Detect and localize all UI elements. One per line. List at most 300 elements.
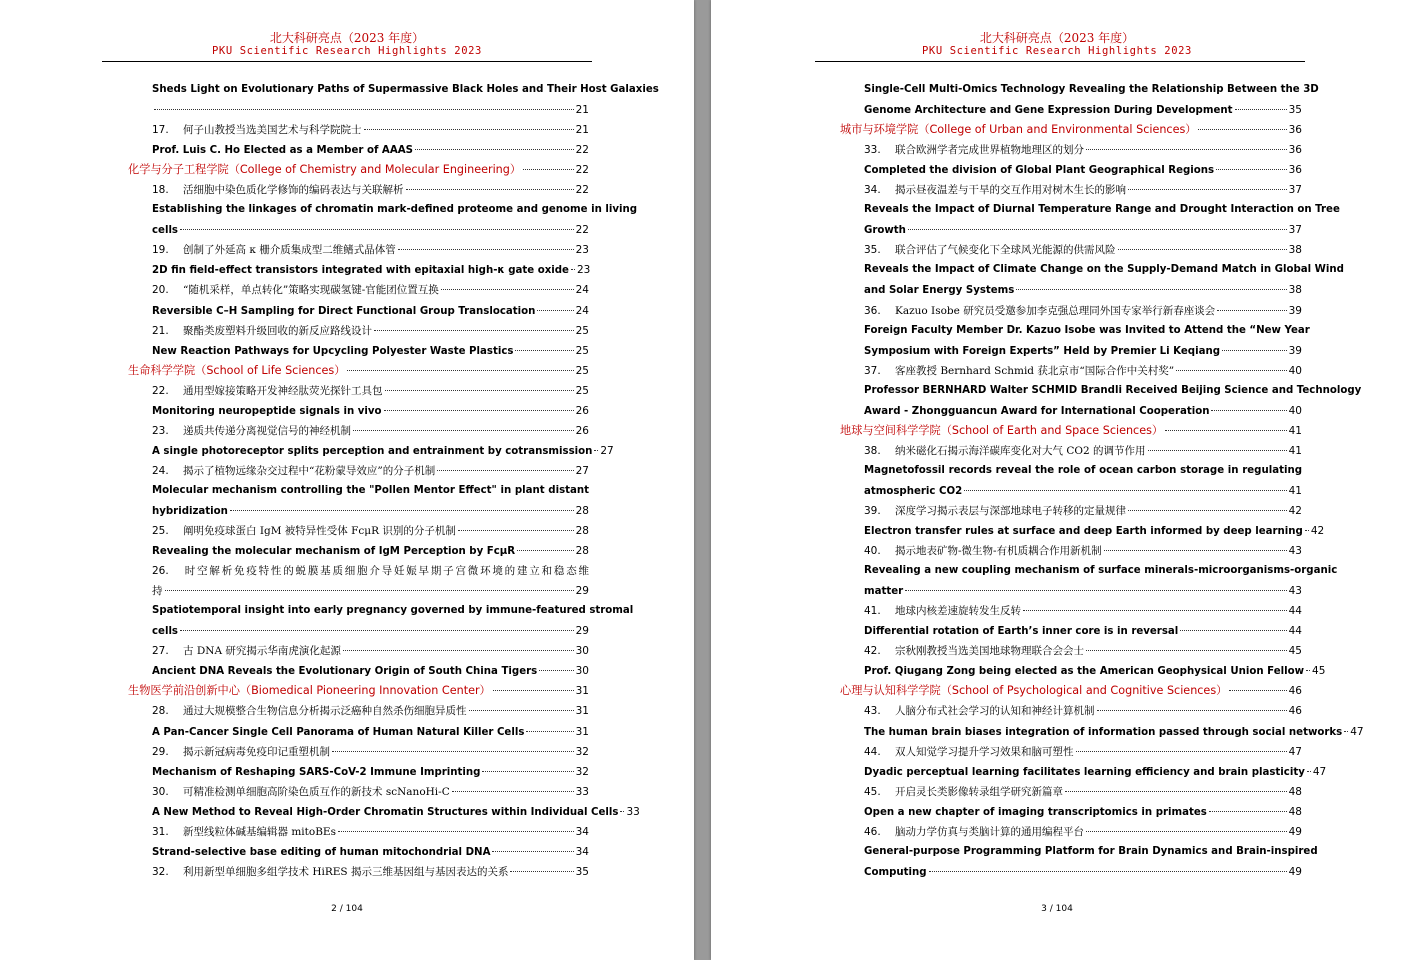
toc-entry-title: Award - Zhongguancun Award for International Cooperation [864,405,1210,417]
toc-section-entry[interactable] [840,421,1302,441]
toc-entry[interactable] [840,321,1310,341]
toc-entry[interactable] [840,842,1318,862]
toc-entry[interactable] [128,180,589,200]
toc-page-number: 40 [1288,364,1302,377]
dot-leader [571,269,575,270]
toc-entry[interactable] [128,200,638,220]
toc-entry-number: 36. [864,304,881,317]
toc-page-number: 35 [575,865,589,878]
dot-leader [594,450,598,451]
toc-page-number: 22 [575,164,589,177]
toc-entry-number: 30. [152,785,169,798]
toc-page-number: 41 [1288,444,1302,457]
toc-page-number: 37 [1288,224,1302,237]
toc-entry[interactable] [840,220,1302,240]
toc-entry-number: 23. [152,424,169,437]
dot-leader [1065,791,1287,792]
toc-page-number: 32 [575,765,589,778]
toc-page-number: 37 [1288,184,1302,197]
toc-section-entry[interactable] [840,120,1302,140]
toc-entry-number: 46. [864,825,881,838]
toc-entry-title: hybridization [152,505,228,517]
toc-page-number: 40 [1288,404,1302,417]
dot-leader [1217,310,1286,311]
dot-leader [1344,731,1348,732]
toc-entry[interactable] [128,401,589,421]
toc-entry[interactable] [840,441,1302,461]
dot-leader [180,229,574,230]
toc-entry[interactable] [840,722,1364,742]
toc-entry-title: 生命科学学院（School of Life Sciences） [128,363,346,377]
toc-entry[interactable] [128,381,589,401]
toc-entry[interactable] [128,120,589,140]
toc-entry-number: 26. [152,565,169,578]
toc-entry-title: 联合欧洲学者完成世界植物地理区的划分 [895,144,1084,157]
toc-entry[interactable] [128,742,589,762]
toc-entry[interactable] [840,742,1302,762]
toc-page-number: 28 [575,545,589,558]
toc-page-number: 33 [575,785,589,798]
dot-leader [510,871,573,872]
toc-entry-number: 27. [152,645,169,658]
toc-entry-title: Strand-selective base editing of human mitochondrial DNA [152,846,491,858]
toc-entry[interactable] [128,441,614,461]
dot-leader [1086,831,1287,832]
toc-entry-number: 35. [864,244,881,257]
toc-entry-title: Professor BERNHARD Walter SCHMID Brandli Received Beijing Science and Technology [864,384,1362,396]
dot-leader [1148,450,1287,451]
dot-leader [908,229,1287,230]
toc-entry-number: 37. [864,364,881,377]
toc-entry[interactable] [840,581,1302,601]
dot-leader [1216,169,1287,170]
toc-entry-title: and Solar Energy Systems [864,285,1015,297]
dot-leader [1165,430,1287,431]
dot-leader [1023,610,1287,611]
toc-entry-title: 何子山教授当选美国艺术与科学院院士 [183,124,362,137]
dot-leader [493,690,574,691]
dot-leader [523,169,574,170]
toc-entry[interactable] [128,421,589,441]
toc-entry[interactable] [840,341,1302,361]
dot-leader [526,731,573,732]
header-rule [102,61,592,62]
dot-leader [154,109,574,110]
toc-page-number: 38 [1288,284,1302,297]
page-header-title-cn: 北大科研亮点（2023 年度） [269,31,425,45]
toc-entry-title: “随机采样，单点转化”策略实现碳氢键-官能团位置互换 [183,284,439,297]
toc-entry-title: 城市与环境学院（College of Urban and Environmental Sciences） [840,123,1197,137]
dot-leader [384,410,574,411]
toc-entry-title: Mechanism of Reshaping SARS-CoV-2 Immune Imprinting [152,766,481,778]
toc-entry-title: Prof. Luis C. Ho Elected as a Member of AAAS [152,145,413,157]
toc-entry-title: 人脑分布式社会学习的认知和神经计算机制 [895,705,1095,718]
toc-section-entry[interactable] [128,361,589,381]
toc-entry[interactable] [840,661,1326,681]
toc-page-number: 32 [575,745,589,758]
dot-leader [539,670,573,671]
toc-entry-number: 38. [864,444,881,457]
toc-entry[interactable] [840,100,1302,120]
toc-page-number: 21 [575,104,589,117]
toc-entry-title: Kazuo Isobe 研究员受邀参加李克强总理同外国专家举行新春座谈会 [895,304,1216,317]
toc-entry[interactable] [840,822,1302,842]
dot-leader [338,831,574,832]
toc-page-number: 43 [1288,585,1302,598]
toc-entry-title: New Reaction Pathways for Upcycling Polyester Waste Plastics [152,345,514,357]
toc-entry[interactable] [128,722,589,742]
toc-entry[interactable] [840,762,1327,782]
toc-entry-number: 24. [152,464,169,477]
toc-entry-title: 递质共传递分离视觉信号的神经机制 [183,424,351,437]
toc-section-entry[interactable] [128,681,589,701]
toc-page-number: 25 [575,324,589,337]
toc-entry[interactable] [128,561,589,581]
toc-entry-title: 揭示了植物远缘杂交过程中“花粉蒙导效应”的分子机制 [183,464,436,477]
toc-entry-title: A New Method to Reveal High-Order Chromatin Structures within Individual Cells [152,806,619,818]
toc-page-number: 31 [575,685,589,698]
page-header-title-cn: 北大科研亮点（2023 年度） [979,31,1135,45]
toc-page-number: 22 [575,224,589,237]
dot-leader [437,470,573,471]
toc-page-number: 48 [1288,805,1302,818]
dot-leader [1118,249,1287,250]
dot-leader [964,490,1286,491]
toc-entry[interactable] [128,661,589,681]
toc-entry[interactable] [840,701,1302,721]
toc-page-number: 46 [1288,705,1302,718]
dot-leader [1306,670,1310,671]
toc-entry-title: 通过大规模整合生物信息分析揭示泛癌种自然杀伤细胞异质性 [183,705,467,718]
toc-page-number: 48 [1288,785,1302,798]
toc-page-number: 35 [1288,104,1302,117]
toc-entry[interactable] [128,280,589,300]
toc-entry-title: 纳米磁化石揭示海洋碳库变化对大气 CO2 的调节作用 [895,444,1146,457]
toc-entry-title: 可精准检测单细胞高阶染色质互作的新技术 scNanoHi-C [183,785,450,798]
toc-entry[interactable] [128,701,589,721]
toc-page-number: 49 [1288,825,1302,838]
toc-page-number: 34 [575,845,589,858]
toc-entry-title: A single photoreceptor splits perception and entrainment by cotransmission [152,445,593,457]
toc-entry-number: 40. [864,545,881,558]
toc-entry-title: Symposium with Foreign Experts” Held by Premier Li Keqiang [864,345,1221,357]
toc-entry-title: Dyadic perceptual learning facilitates learning efficiency and brain plasticity [864,766,1305,778]
dot-leader [353,430,574,431]
toc-page-number: 45 [1312,665,1326,678]
dot-leader [374,330,574,331]
toc-page-number: 24 [575,304,589,317]
toc-page-number: 25 [575,384,589,397]
toc-entry[interactable] [840,601,1302,621]
toc-entry-number: 43. [864,705,881,718]
toc-page-number: 42 [1288,504,1302,517]
toc-entry-title: Computing [864,866,927,878]
dot-leader [1128,189,1287,190]
toc-entry[interactable] [840,361,1302,381]
toc-entry-title: Open a new chapter of imaging transcriptomics in primates [864,806,1207,818]
dot-leader [482,771,573,772]
toc-page-number: 29 [575,625,589,638]
toc-page-number: 45 [1288,645,1302,658]
pdf-page-2 [0,0,694,960]
dot-leader [458,530,574,531]
dot-leader [343,650,574,651]
dot-leader [905,590,1286,591]
toc-entry-title: Molecular mechanism controlling the "Pollen Mentor Effect" in plant distant [152,484,589,496]
dot-leader [515,350,573,351]
toc-entry-title: Monitoring neuropeptide signals in vivo [152,405,382,417]
toc-entry[interactable] [128,862,589,882]
toc-entry[interactable] [840,301,1302,321]
toc-entry[interactable] [840,862,1302,882]
toc-page-number: 41 [1288,484,1302,497]
toc-entry[interactable] [128,581,589,601]
toc-entry[interactable] [128,802,640,822]
toc-entry-title: Foreign Faculty Member Dr. Kazuo Isobe was Invited to Attend the “New Year [864,324,1310,336]
toc-entry-title: Electron transfer rules at surface and deep Earth informed by deep learning [864,526,1303,538]
dot-leader [537,310,573,311]
dot-leader [1176,370,1287,371]
toc-entry-title: 宗秋刚教授当选美国地球物理联合会会士 [895,645,1084,658]
toc-entry-title: cells [152,225,178,237]
page-header-title-en: PKU Scientific Research Highlights 2023 [922,45,1192,57]
dot-leader [1307,771,1311,772]
toc-entry-title: 揭示地表矿物-微生物-有机质耦合作用新机制 [895,545,1102,558]
toc-entry[interactable] [128,601,634,621]
toc-entry-number: 19. [152,244,169,257]
toc-entry[interactable] [840,160,1302,180]
toc-entry-title: 地球与空间科学学院（School of Earth and Space Sciences） [840,423,1164,437]
toc-page-number: 25 [575,344,589,357]
dot-leader [1016,289,1286,290]
toc-entry[interactable] [128,521,589,541]
toc-page-number: 28 [575,504,589,517]
dot-leader [1305,530,1309,531]
toc-entry[interactable] [128,641,589,661]
toc-entry-title: 阐明免疫球蛋白 IgM 被特异性受体 FcμR 识别的分子机制 [183,525,456,538]
toc-entry-number: 33. [864,144,881,157]
toc-page-number: 47 [1288,745,1302,758]
toc-entry-title: Single-Cell Multi-Omics Technology Revealing the Relationship Between the 3D [864,84,1319,95]
toc-entry[interactable] [840,381,1362,401]
toc-entry[interactable] [128,341,589,361]
toc-page-number: 36 [1288,144,1302,157]
toc-page-number: 25 [575,364,589,377]
toc-entry-title: 化学与分子工程学院（College of Chemistry and Molecular Engineering） [128,163,522,177]
toc-entry-title: 利用新型单细胞多组学技术 HiRES 揭示三维基因组与基因表达的关系 [183,865,509,878]
toc-entry[interactable] [840,140,1302,160]
toc-entry[interactable] [840,260,1344,280]
dot-leader [452,791,574,792]
toc-entry-title: 2D fin field-effect transistors integrated with epitaxial high-κ gate oxide [152,265,569,277]
toc-entry[interactable] [840,401,1302,421]
page-header-title-en: PKU Scientific Research Highlights 2023 [212,45,482,57]
toc-entry-title: 深度学习揭示表层与深部地球电子转移的定量规律 [895,504,1126,517]
dot-leader [347,370,573,371]
toc-entry-title: Completed the division of Global Plant Geographical Regions [864,165,1215,177]
toc-entry-title: cells [152,626,178,638]
toc-page-number: 39 [1288,304,1302,317]
toc-page-number: 22 [575,144,589,157]
toc-entry-number: 42. [864,645,881,658]
toc-entry[interactable] [128,782,589,802]
toc-entry[interactable] [128,762,589,782]
toc-entry-title: 持 [152,585,163,598]
page-number-footer: 3 / 104 [1041,904,1073,914]
toc-page-number: 29 [575,585,589,598]
toc-entry-title: 古 DNA 研究揭示华南虎演化起源 [183,645,341,658]
toc-entry-title: Reveals the Impact of Climate Change on the Supply-Demand Match in Global Wind [864,264,1344,276]
pdf-page-3 [711,0,1403,960]
dot-leader [1104,550,1287,551]
toc-page-number: 39 [1288,344,1302,357]
dot-leader [385,390,574,391]
toc-entry[interactable] [840,180,1302,200]
dot-leader [1229,690,1286,691]
toc-page-number: 22 [575,184,589,197]
toc-entry-title: 客座教授 Bernhard Schmid 获北京市“国际合作中关村奖” [895,364,1175,377]
dot-leader [415,149,574,150]
toc-page-number: 24 [575,284,589,297]
toc-entry-number: 29. [152,745,169,758]
toc-entry[interactable] [840,561,1338,581]
toc-entry[interactable] [128,100,589,120]
toc-page-number: 30 [575,665,589,678]
dot-leader [1235,109,1287,110]
toc-page-number: 36 [1288,164,1302,177]
toc-entry[interactable] [840,501,1302,521]
toc-entry-title: Reveals the Impact of Diurnal Temperature Range and Drought Interaction on Tree [864,204,1340,216]
toc-page-number: 23 [576,264,591,277]
toc-page-number: 36 [1288,124,1302,137]
toc-entry-title: General-purpose Programming Platform for Brain Dynamics and Brain-inspired [864,845,1318,857]
toc-entry[interactable] [128,321,589,341]
toc-entry-title: A Pan-Cancer Single Cell Panorama of Human Natural Killer Cells [152,726,525,738]
toc-entry-number: 39. [864,504,881,517]
toc-entry-title: Reversible C–H Sampling for Direct Functional Group Translocation [152,305,536,317]
toc-page-number: 47 [1350,725,1364,738]
toc-entry[interactable] [840,802,1302,822]
toc-entry-title: 双人知觉学习提升学习效果和脑可塑性 [895,745,1074,758]
dot-leader [1211,410,1286,411]
toc-entry[interactable] [840,641,1302,661]
dot-leader [469,710,574,711]
toc-entry-title: 新型线粒体碱基编辑器 mitoBEs [183,825,336,838]
toc-entry-title: Establishing the linkages of chromatin mark-defined proteome and genome in living [152,204,638,216]
toc-entry-number: 41. [864,605,881,618]
toc-entry[interactable] [840,541,1302,561]
toc-entry-title: matter [864,586,904,598]
toc-entry[interactable] [840,280,1302,300]
toc-page-number: 31 [575,725,589,738]
dot-leader [1198,129,1286,130]
dot-leader [1128,510,1287,511]
table-of-contents [128,80,659,882]
dot-leader [332,751,574,752]
toc-entry[interactable] [840,782,1302,802]
toc-entry-title: 地球内核差速旋转发生反转 [895,605,1021,618]
toc-entry[interactable] [128,481,589,501]
page-number-footer: 2 / 104 [331,904,363,914]
toc-page-number: 46 [1288,685,1302,698]
toc-entry[interactable] [128,301,589,321]
toc-entry[interactable] [128,80,659,100]
toc-section-entry[interactable] [128,160,589,180]
toc-entry[interactable] [840,621,1302,641]
toc-entry[interactable] [128,621,589,641]
toc-entry-title: 聚酯类废塑料升级回收的新反应路线设计 [183,324,372,337]
toc-entry[interactable] [840,481,1302,501]
toc-entry[interactable] [128,220,589,240]
toc-page-number: 23 [575,244,589,257]
toc-entry-number: 44. [864,745,881,758]
toc-entry[interactable] [840,80,1319,100]
toc-entry-title: 通用型嫁接策略开发神经肽荧光探针工具包 [183,384,383,397]
toc-entry[interactable] [840,200,1340,220]
toc-entry-title: 揭示昼夜温差与干旱的交互作用对树木生长的影响 [895,184,1126,197]
toc-entry-title: The human brain biases integration of information passed through social networks [864,726,1343,738]
dot-leader [165,590,574,591]
toc-entry-number: 18. [152,184,169,197]
dot-leader [1180,630,1286,631]
toc-entry[interactable] [128,140,589,160]
toc-entry-title: Growth [864,225,906,237]
toc-page-number: 44 [1288,625,1302,638]
toc-entry-title: 创制了外延高 κ 栅介质集成型二维鳍式晶体管 [183,244,396,257]
toc-entry-title: Revealing the molecular mechanism of IgM Perception by FcμR [152,546,516,558]
toc-entry[interactable] [128,501,589,521]
toc-entry-title: Genome Architecture and Gene Expression During Development [864,105,1233,117]
toc-page-number: 28 [575,525,589,538]
toc-entry[interactable] [128,842,589,862]
dot-leader [1222,350,1287,351]
toc-page-number: 26 [575,404,589,417]
toc-page-number: 43 [1288,545,1302,558]
toc-entry[interactable] [840,521,1325,541]
dot-leader [230,510,574,511]
header-rule [815,61,1305,62]
dot-leader [517,550,574,551]
toc-page-number: 38 [1288,244,1302,257]
toc-entry[interactable] [840,461,1302,481]
dot-leader [929,871,1287,872]
toc-entry[interactable] [128,240,589,260]
toc-entry-title: atmospheric CO2 [864,485,963,497]
dot-leader [398,249,574,250]
toc-page-number: 27 [575,464,589,477]
toc-page-number: 49 [1288,865,1302,878]
toc-entry-number: 31. [152,825,169,838]
toc-page-number: 30 [575,645,589,658]
dot-leader [1086,149,1287,150]
toc-entry-title: 揭示新冠病毒免疫印记重塑机制 [183,745,330,758]
toc-section-entry[interactable] [840,681,1302,701]
toc-entry[interactable] [128,260,589,280]
toc-entry[interactable] [128,461,589,481]
toc-entry[interactable] [840,240,1302,260]
toc-page-number: 33 [626,805,640,818]
toc-entry-number: 28. [152,705,169,718]
dot-leader [1076,751,1287,752]
dot-leader [1209,811,1287,812]
toc-entry[interactable] [128,822,589,842]
toc-page-number: 21 [575,124,589,137]
toc-entry-title: Differential rotation of Earth’s inner core is in reversal [864,626,1179,638]
dot-leader [1097,710,1287,711]
toc-entry-title: Ancient DNA Reveals the Evolutionary Origin of South China Tigers [152,666,538,678]
toc-entry-title: 生物医学前沿创新中心（Biomedical Pioneering Innovation Center） [128,684,491,698]
toc-entry[interactable] [128,541,589,561]
